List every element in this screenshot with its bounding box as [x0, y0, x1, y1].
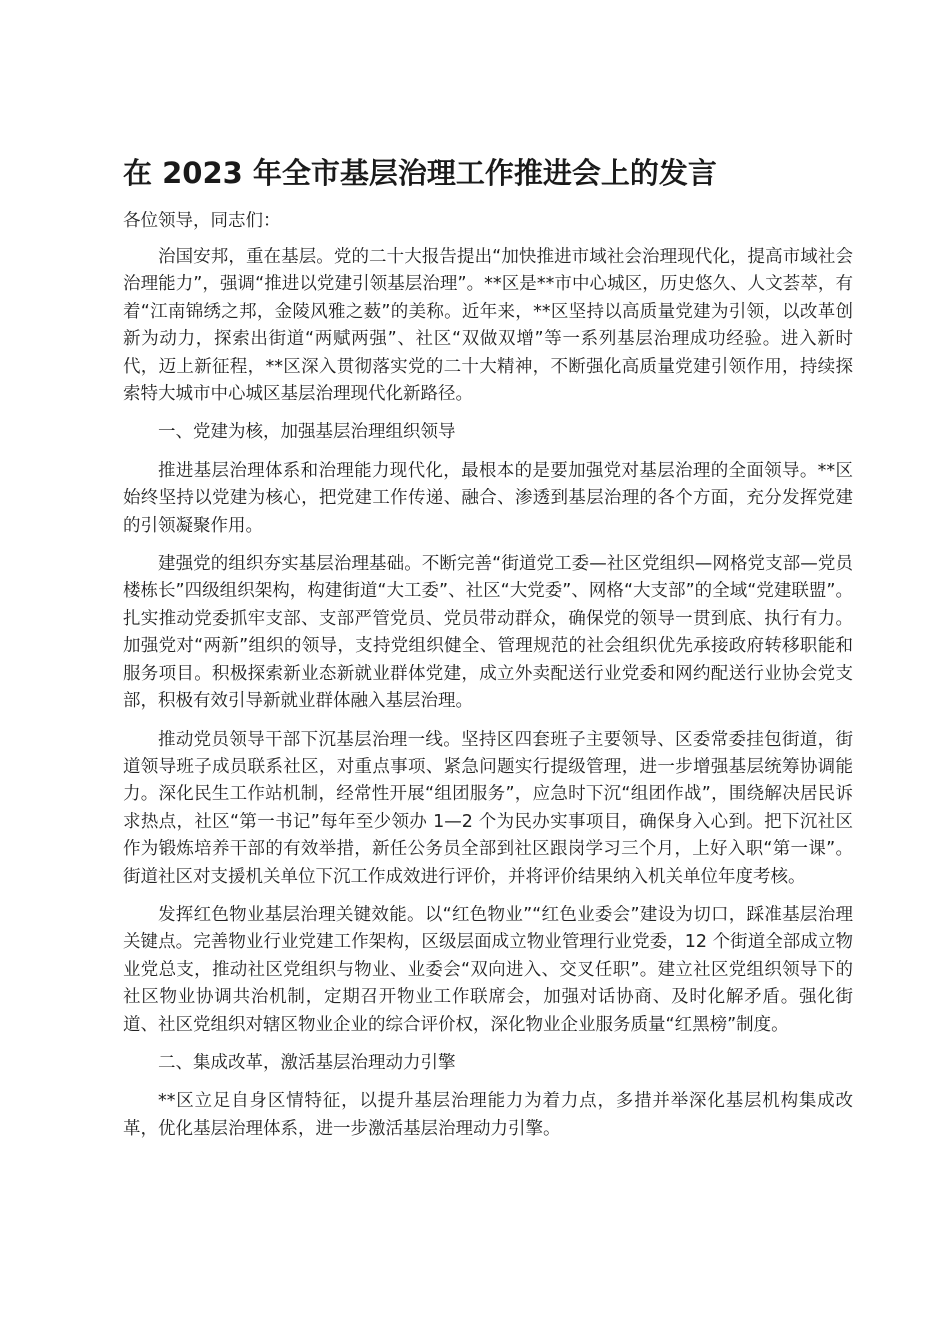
document-page [123, 150, 853, 1154]
section-1-heading: 一、党建为核，加强基层治理组织领导 [158, 422, 456, 443]
section-1-paragraph: 发挥红色物业基层治理关键效能。以“红色物业”“红色业委会”建设为切口，踩准基层治理关键点。完善物业行业党建工作架构，区级层面成立物业管理行业党委，12 个街道全部成立物业党总支，推动社区党组织与物业、业委会“双向进入、交叉任职”。建立社区党组织领导下的社区物业协调共治机制，定期召开物业工作联席会，加强对话协商、及时化解矛盾。强化街道、社区党组织对辖区物业企业的综合评价权，深化物业企业服务质量“红黑榜”制度。 [123, 904, 853, 1035]
document-title: 在 2023 年全市基层治理工作推进会上的发言 [123, 156, 717, 190]
section-1-paragraph: 推动党员领导干部下沉基层治理一线。坚持区四套班子主要领导、区委常委挂包街道，街道领导班子成员联系社区，对重点事项、紧急问题实行提级管理，进一步增强基层统筹协调能力。深化民生工作站机制，经常性开展“组团服务”，应急时下沉“组团作战”，围绕解决居民诉求热点，社区“第一书记”每年至少领办 1—2 个为民办实事项目，确保身入心到。把下沉社区作为锻炼培养干部的有效举措，新任公务员全部到社区跟岗学习三个月，上好入职“第一课”。街道社区对支援机关单位下沉工作成效进行评价，并将评价结果纳入机关单位年度考核。 [123, 729, 853, 887]
section-2-heading: 二、集成改革，激活基层治理动力引擎 [158, 1052, 456, 1073]
section-1-paragraph: 推进基层治理体系和治理能力现代化，最根本的是要加强党对基层治理的全面领导。**区始终坚持以党建为核心，把党建工作传递、融合、渗透到基层治理的各个方面，充分发挥党建的引领凝聚作用。 [123, 460, 853, 536]
intro-paragraph: 治国安邦，重在基层。党的二十大报告提出“加快推进市域社会治理现代化，提高市域社会治理能力”，强调“推进以党建引领基层治理”。**区是**市中心城区，历史悠久、人文荟萃，有着“江南锦绣之邦，金陵风雅之薮”的美称。近年来，**区坚持以高质量党建为引领，以改革创新为动力，探索出街道“两赋两强”、社区“双做双增”等一系列基层治理成功经验。进入新时代，迈上新征程，**区深入贯彻落实党的二十大精神，不断强化高质量党建引领作用，持续探索特大城市中心城区基层治理现代化新路径。 [123, 247, 853, 405]
section-2-paragraph: **区立足自身区情特征，以提升基层治理能力为着力点，多措并举深化基层机构集成改革，优化基层治理体系，进一步激活基层治理动力引擎。 [123, 1091, 853, 1139]
section-1-paragraph: 建强党的组织夯实基层治理基础。不断完善“街道党工委—社区党组织—网格党支部—党员楼栋长”四级组织架构，构建街道“大工委”、社区“大党委”、网格“大支部”的全域“党建联盟”。扎实推动党委抓牢支部、支部严管党员、党员带动群众，确保党的领导一贯到底、执行有力。加强党对“两新”组织的领导，支持党组织健全、管理规范的社会组织优先承接政府转移职能和服务项目。积极探索新业态新就业群体党建，成立外卖配送行业党委和网约配送行业协会党支部，积极有效引导新就业群体融入基层治理。 [123, 554, 853, 712]
salutation: 各位领导，同志们： [123, 211, 281, 231]
